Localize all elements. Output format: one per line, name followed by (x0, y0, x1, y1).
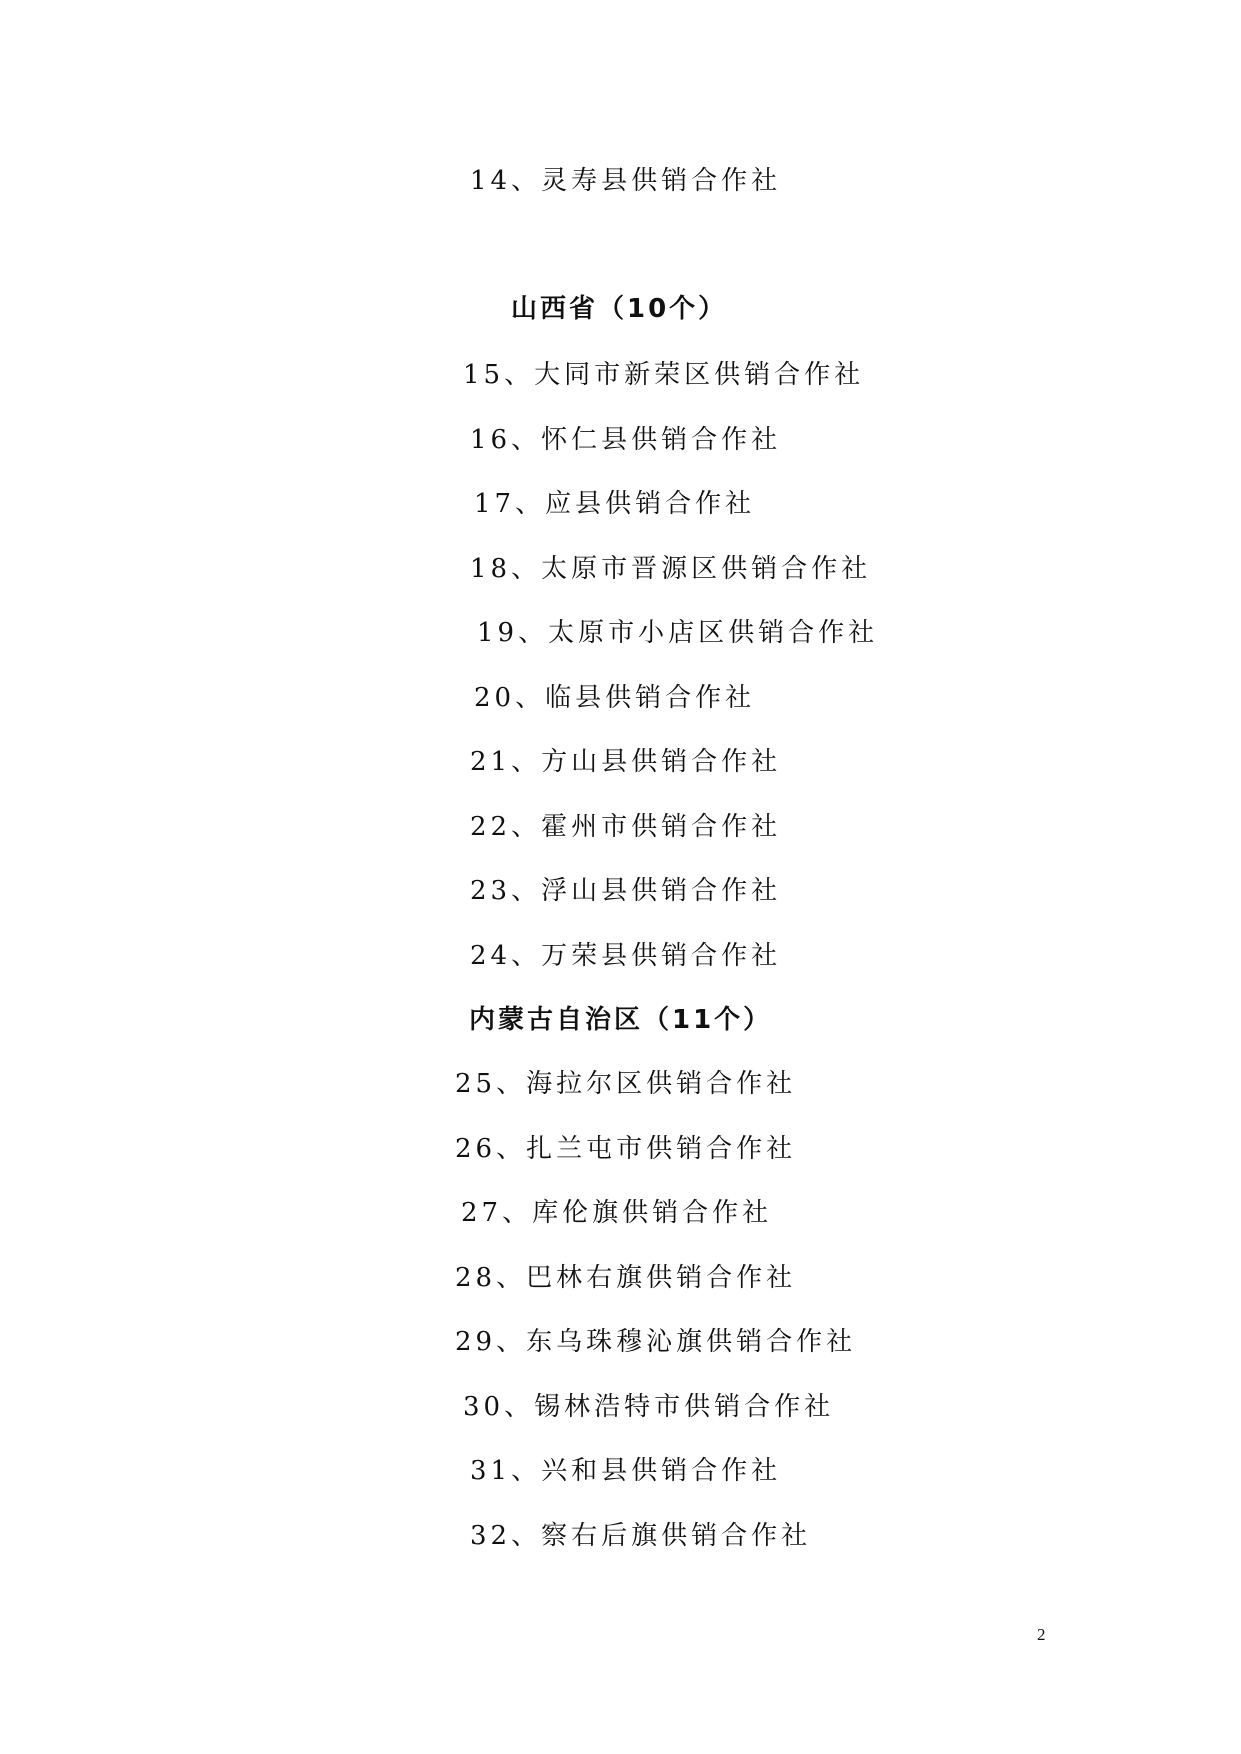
list-item: 24、万荣县供销合作社 (470, 941, 782, 971)
list-item: 28、巴林右旗供销合作社 (455, 1263, 797, 1293)
list-item: 25、海拉尔区供销合作社 (455, 1069, 797, 1099)
list-item: 31、兴和县供销合作社 (470, 1456, 782, 1486)
list-item: 21、方山县供销合作社 (470, 747, 782, 777)
list-item: 17、应县供销合作社 (474, 489, 756, 519)
list-item: 16、怀仁县供销合作社 (470, 425, 782, 455)
list-item: 32、察右后旗供销合作社 (470, 1521, 812, 1551)
section-heading-shanxi: 山西省（10个） (511, 294, 728, 324)
list-item: 19、太原市小店区供销合作社 (477, 618, 879, 648)
list-item: 23、浮山县供销合作社 (470, 876, 782, 906)
list-item: 15、大同市新荣区供销合作社 (463, 360, 865, 390)
list-item: 29、东乌珠穆沁旗供销合作社 (455, 1327, 857, 1357)
list-item: 27、库伦旗供销合作社 (461, 1198, 773, 1228)
list-item: 30、锡林浩特市供销合作社 (463, 1392, 835, 1422)
page-number: 2 (1037, 1625, 1046, 1644)
list-item: 14、灵寿县供销合作社 (470, 166, 782, 196)
section-heading-inner-mongolia: 内蒙古自治区（11个） (469, 1005, 773, 1035)
list-item: 22、霍州市供销合作社 (470, 812, 782, 842)
list-item: 26、扎兰屯市供销合作社 (455, 1134, 797, 1164)
list-item: 20、临县供销合作社 (474, 683, 756, 713)
list-item: 18、太原市晋源区供销合作社 (470, 554, 872, 584)
